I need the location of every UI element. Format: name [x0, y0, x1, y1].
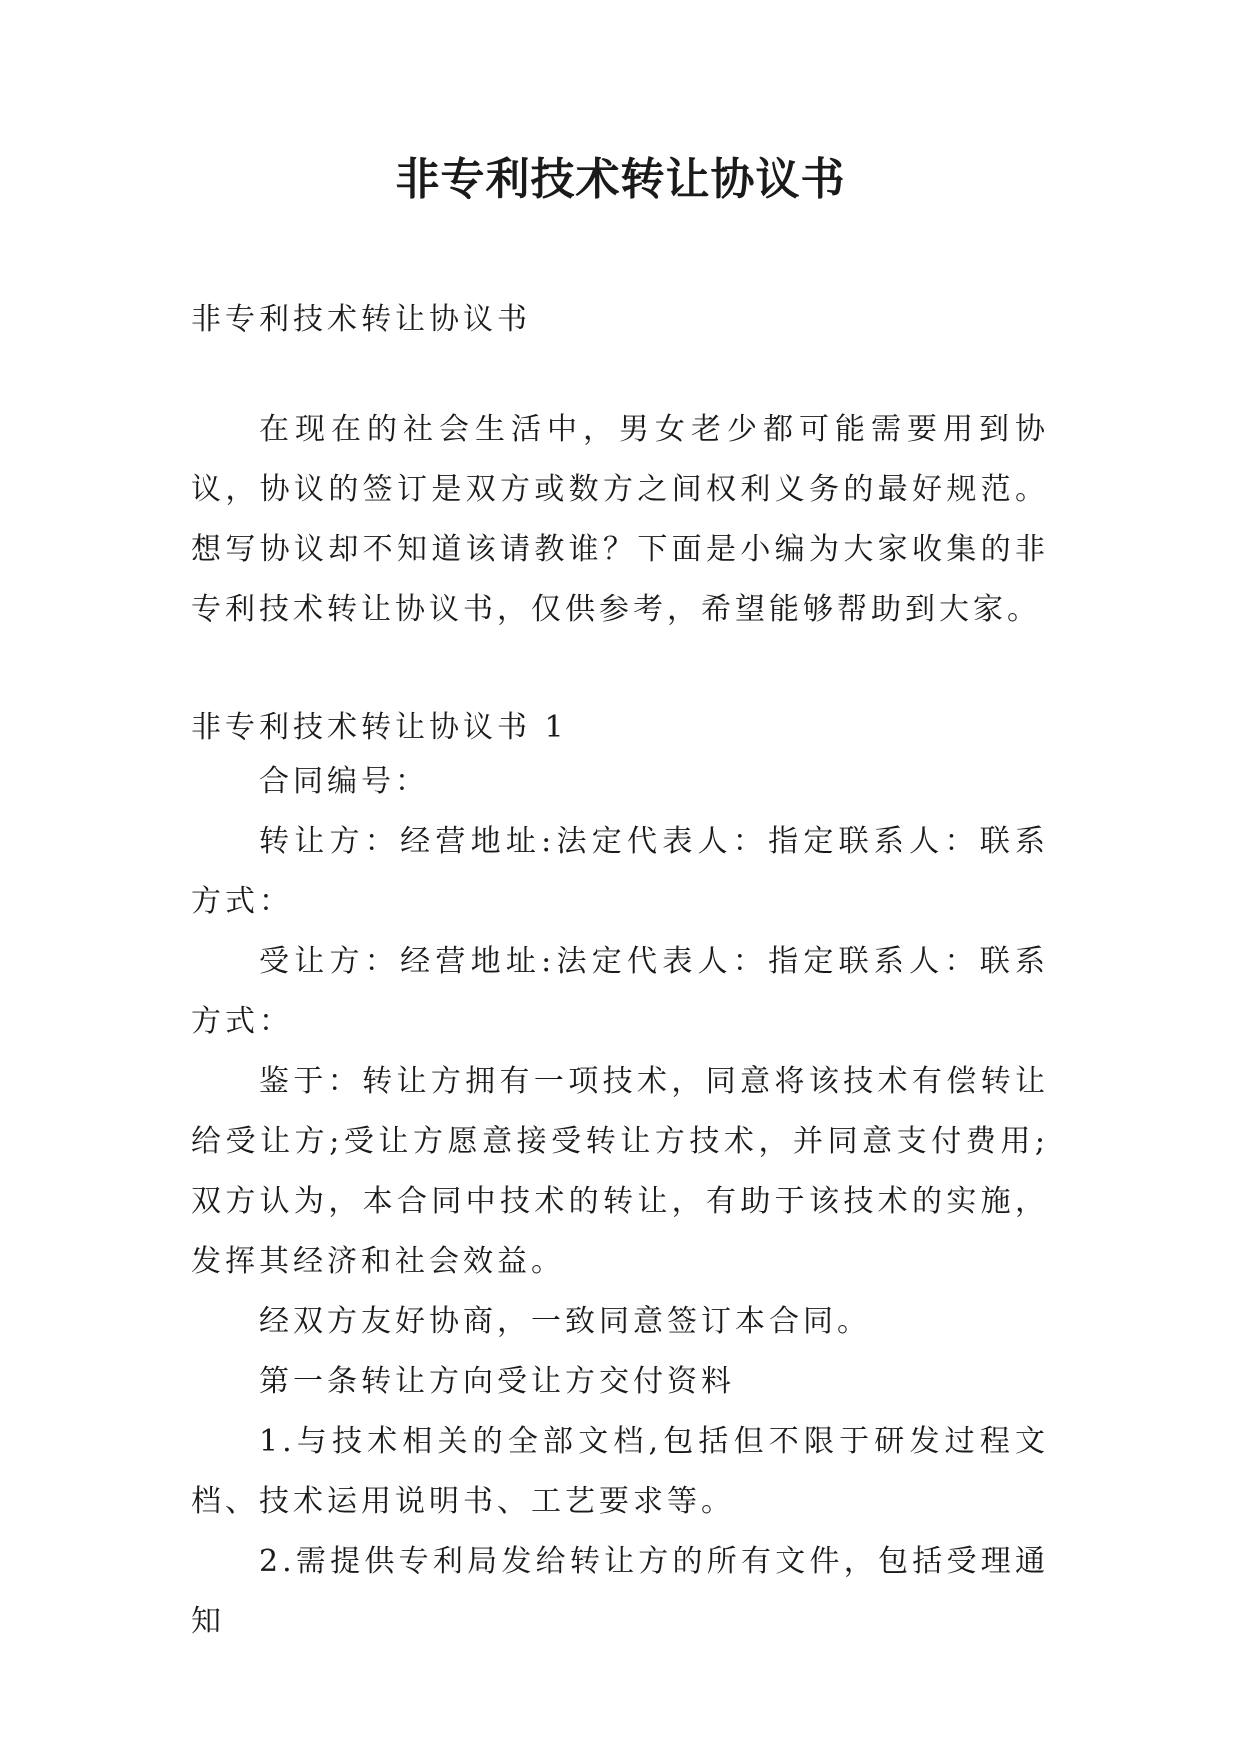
- section-heading: 非专利技术转让协议书 1: [191, 710, 568, 745]
- transferee-info: 受让方：经营地址:法定代表人：指定联系人：联系方式：: [191, 944, 1049, 1039]
- article-one-heading: 第一条转让方向受让方交付资料: [259, 1364, 735, 1399]
- whereas-paragraph: 鉴于：转让方拥有一项技术，同意将该技术有偿转让给受让方;受让方愿意接受转让方技术，并同意支付费用;双方认为，本合同中技术的转让，有助于该技术的实施，发挥其经济和社会效益。: [191, 1064, 1049, 1279]
- agreement-body: [191, 752, 1049, 1652]
- document-subtitle: 非专利技术转让协议书: [191, 302, 531, 337]
- intro-paragraph: 在现在的社会生活中，男女老少都可能需要用到协议，协议的签订是双方或数方之间权利义务的最好规范。想写协议却不知道该请教谁？下面是小编为大家收集的非专利技术转让协议书，仅供参考，希望能够帮助到大家。: [191, 412, 1049, 627]
- document-title: 非专利技术转让协议书: [395, 154, 846, 205]
- transferor-info: 转让方：经营地址:法定代表人：指定联系人：联系方式：: [191, 824, 1049, 919]
- clause-item-2: 2.需提供专利局发给转让方的所有文件，包括受理通知: [191, 1544, 1049, 1639]
- clause-item-1: 1.与技术相关的全部文档,包括但不限于研发过程文档、技术运用说明书、工艺要求等。: [191, 1424, 1049, 1519]
- contract-number-line: 合同编号：: [259, 764, 429, 799]
- agreement-statement: 经双方友好协商，一致同意签订本合同。: [259, 1304, 871, 1339]
